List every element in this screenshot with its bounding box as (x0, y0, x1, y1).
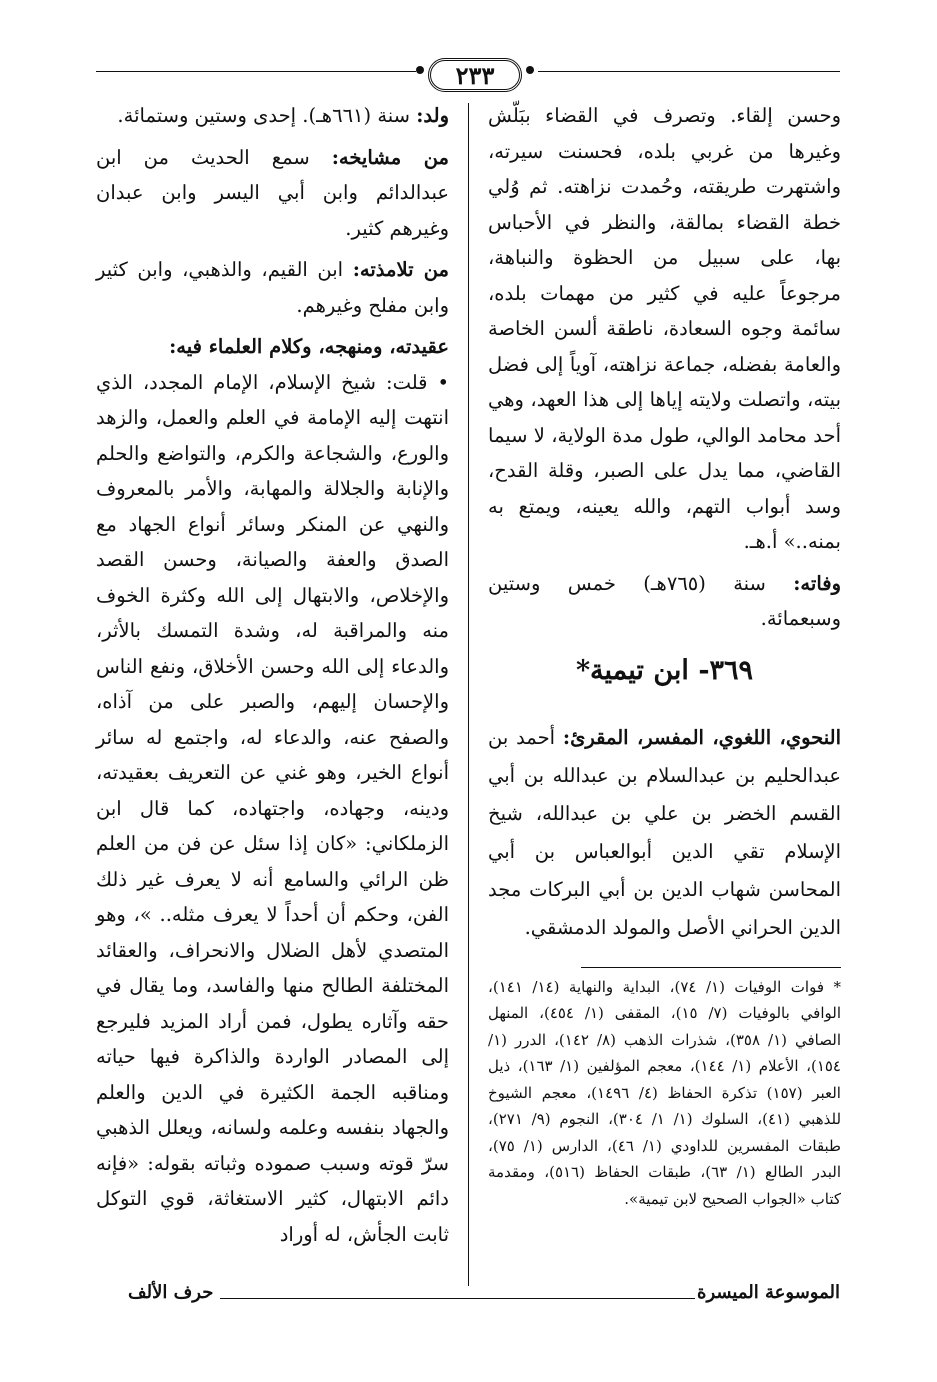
teachers-paragraph (96, 140, 449, 247)
page-footer (128, 1282, 840, 1312)
birth-text: سنة (٦٦١هـ). إحدى وستين وستمائة. (117, 104, 410, 127)
bio-paragraph (488, 719, 841, 947)
header-rule-left (96, 71, 416, 72)
creed-heading: عقيدته، ومنهجه، وكلام العلماء فيه: (169, 335, 449, 358)
left-column (96, 98, 449, 1252)
page-header (0, 40, 937, 100)
teachers-text: سمع الحديث من ابن عبدالدائم وابن أبي اليسر وابن عبدان وغيرهم كثير. (96, 145, 449, 240)
footer-book-title: الموسوعة الميسرة (697, 1282, 840, 1303)
creed-paragraph: • قلت: شيخ الإسلام، الإمام المجدد، الذي انتهت إليه الإمامة في العلم والعمل، والزهد والورع، والشجاعة والكرم، والتواضع والحلم والإنابة والجلالة والمهابة، والأمر بالمعروف والنهي عن المنكر وسائر أنواع الجهاد مع الصدق والعفة والصيانة، وحسن القصد والإخلاص، والابتهال إلى الله وكثرة الخوف منه والمراقبة له، وشدة التمسك بالأثر، والدعاء إلى الله وحسن الأخلاق، ونفع الناس والإحسان إليهم، والصبر على من آذاه، والصفح عنه، والدعاء له، واجتمع له سائر أنواع الخير، وهو غني عن التعريف بعقيدته، ودينه، وجهاده، واجتهاده، كما قال ابن الزملكاني: «كان إذا سئل عن فن من العلم ظن الرائي والسامع أنه لا يعرف غير ذلك الفن، وحكم أن أحداً لا يعرف مثله.. »، وهو المتصدي لأهل الضلال والانحراف، والعقائد المختلفة الطالح منها والفاسد، وما يقال في حقه وآثاره يطول، فمن أراد المزيد فليرجع إلى المصادر الواردة والذاكرة فيها حياته ومناقبه الجمة الكثيرة في الدين والعلم والجهاد بنفسه وعلمه ولسانه، ويعلل الذهبي سرّ قوته وسبب صموده وثباته بقوله: «فإنه دائم الابتهال، كثير الاستغاثة، قوي التوكل ثابت الجأش، له أوراد (96, 370, 449, 1246)
bio-label: النحوي، اللغوي، المفسر، المقرئ: (562, 725, 842, 749)
right-column (488, 98, 841, 1212)
entry-title: ٣٦٩- ابن تيمية* (575, 654, 754, 686)
header-rule-right (538, 71, 840, 72)
death-line (488, 566, 841, 637)
death-label: وفاته: (793, 571, 841, 595)
footer-section-title: حرف الألف (128, 1282, 214, 1303)
students-paragraph (96, 252, 449, 323)
birth-line (96, 98, 449, 134)
header-dot-left (416, 66, 424, 74)
students-text: ابن القيم، والذهبي، وابن كثير وابن مفلح وغيرهم. (96, 258, 449, 317)
bio-text: أحمد بن عبدالحليم بن عبدالسلام بن عبدالله بن أبي القسم الخضر بن علي بن عبدالله، شيخ الإسلام تقي الدين أبوالعباس بن أبي المحاسن شهاب الدين بن أبي البركات مجد الدين الحراني الأصل والمولد الدمشقي. (488, 725, 841, 939)
death-text: سنة (٧٦٥هـ) خمس وستين وسبعمائة. (488, 571, 841, 630)
header-dot-right (526, 66, 534, 74)
birth-label: ولد: (416, 104, 449, 127)
footnote-rule (581, 967, 841, 968)
column-divider (468, 103, 469, 1286)
page-number: ٢٣٣ (428, 58, 522, 92)
students-label: من تلامذته: (352, 258, 450, 281)
footnote: * فوات الوفيات (١/ ٧٤)، البداية والنهاية (١٤/ ١٤١)، الوافي بالوفيات (٧/ ١٥)، المقفى (١/ ٤٥٤)، المنهل الصافي (١/ ٣٥٨)، شذرات الذهب (٨/ ١٤٢)، الدرر (١/ ١٥٤)، الأعلام (١/ ١٤٤)، معجم المؤلفين (١/ ١٦٣)، ذيل العبر (١٥٧) تذكرة الحفاظ (٤/ ١٤٩٦)، معجم الشيوخ للذهبي (٤١)، السلوك (١/ ١/ ٣٠٤)، النجوم (٩/ ٢٧١)، طبقات المفسرين للداودي (١/ ٤٦)، الدارس (١/ ٧٥)، البدر الطالع (١/ ٦٣)، طبقات الحفاظ (٥١٦)، ومقدمة كتاب «الجواب الصحيح لابن تيمية». (488, 977, 842, 1208)
teachers-label: من مشايخه: (331, 145, 450, 169)
continued-paragraph: وحسن إلقاء. وتصرف في القضاء ببَلّش وغيرها من غربي بلده، فحسنت سيرته، واشتهرت طريقته، وحُمدت نزاهته. ثم وُلي خطة القضاء بمالقة، والنظر في الأحباس بها، على سبيل من الحظوة والنباهة، مرجوعاً عليه في كثير من مهمات بلده، سائمة وجوه السعادة، ناطقة ألسن الخاصة والعامة بفضله، جماعة نزاهته، آوياً إلى فضل بيته، واتصلت ولايته إياها إلى هذا العهد، وهي أحد محامد الوالي، طول مدة الولاية، لا سيما القاضي، مما يدل على الصبر، وقلة القدح، وسد أبواب التهم، والله يعينه، ويمتع به بمنه..» أ.هـ. (488, 104, 841, 553)
footer-rule (220, 1298, 695, 1299)
